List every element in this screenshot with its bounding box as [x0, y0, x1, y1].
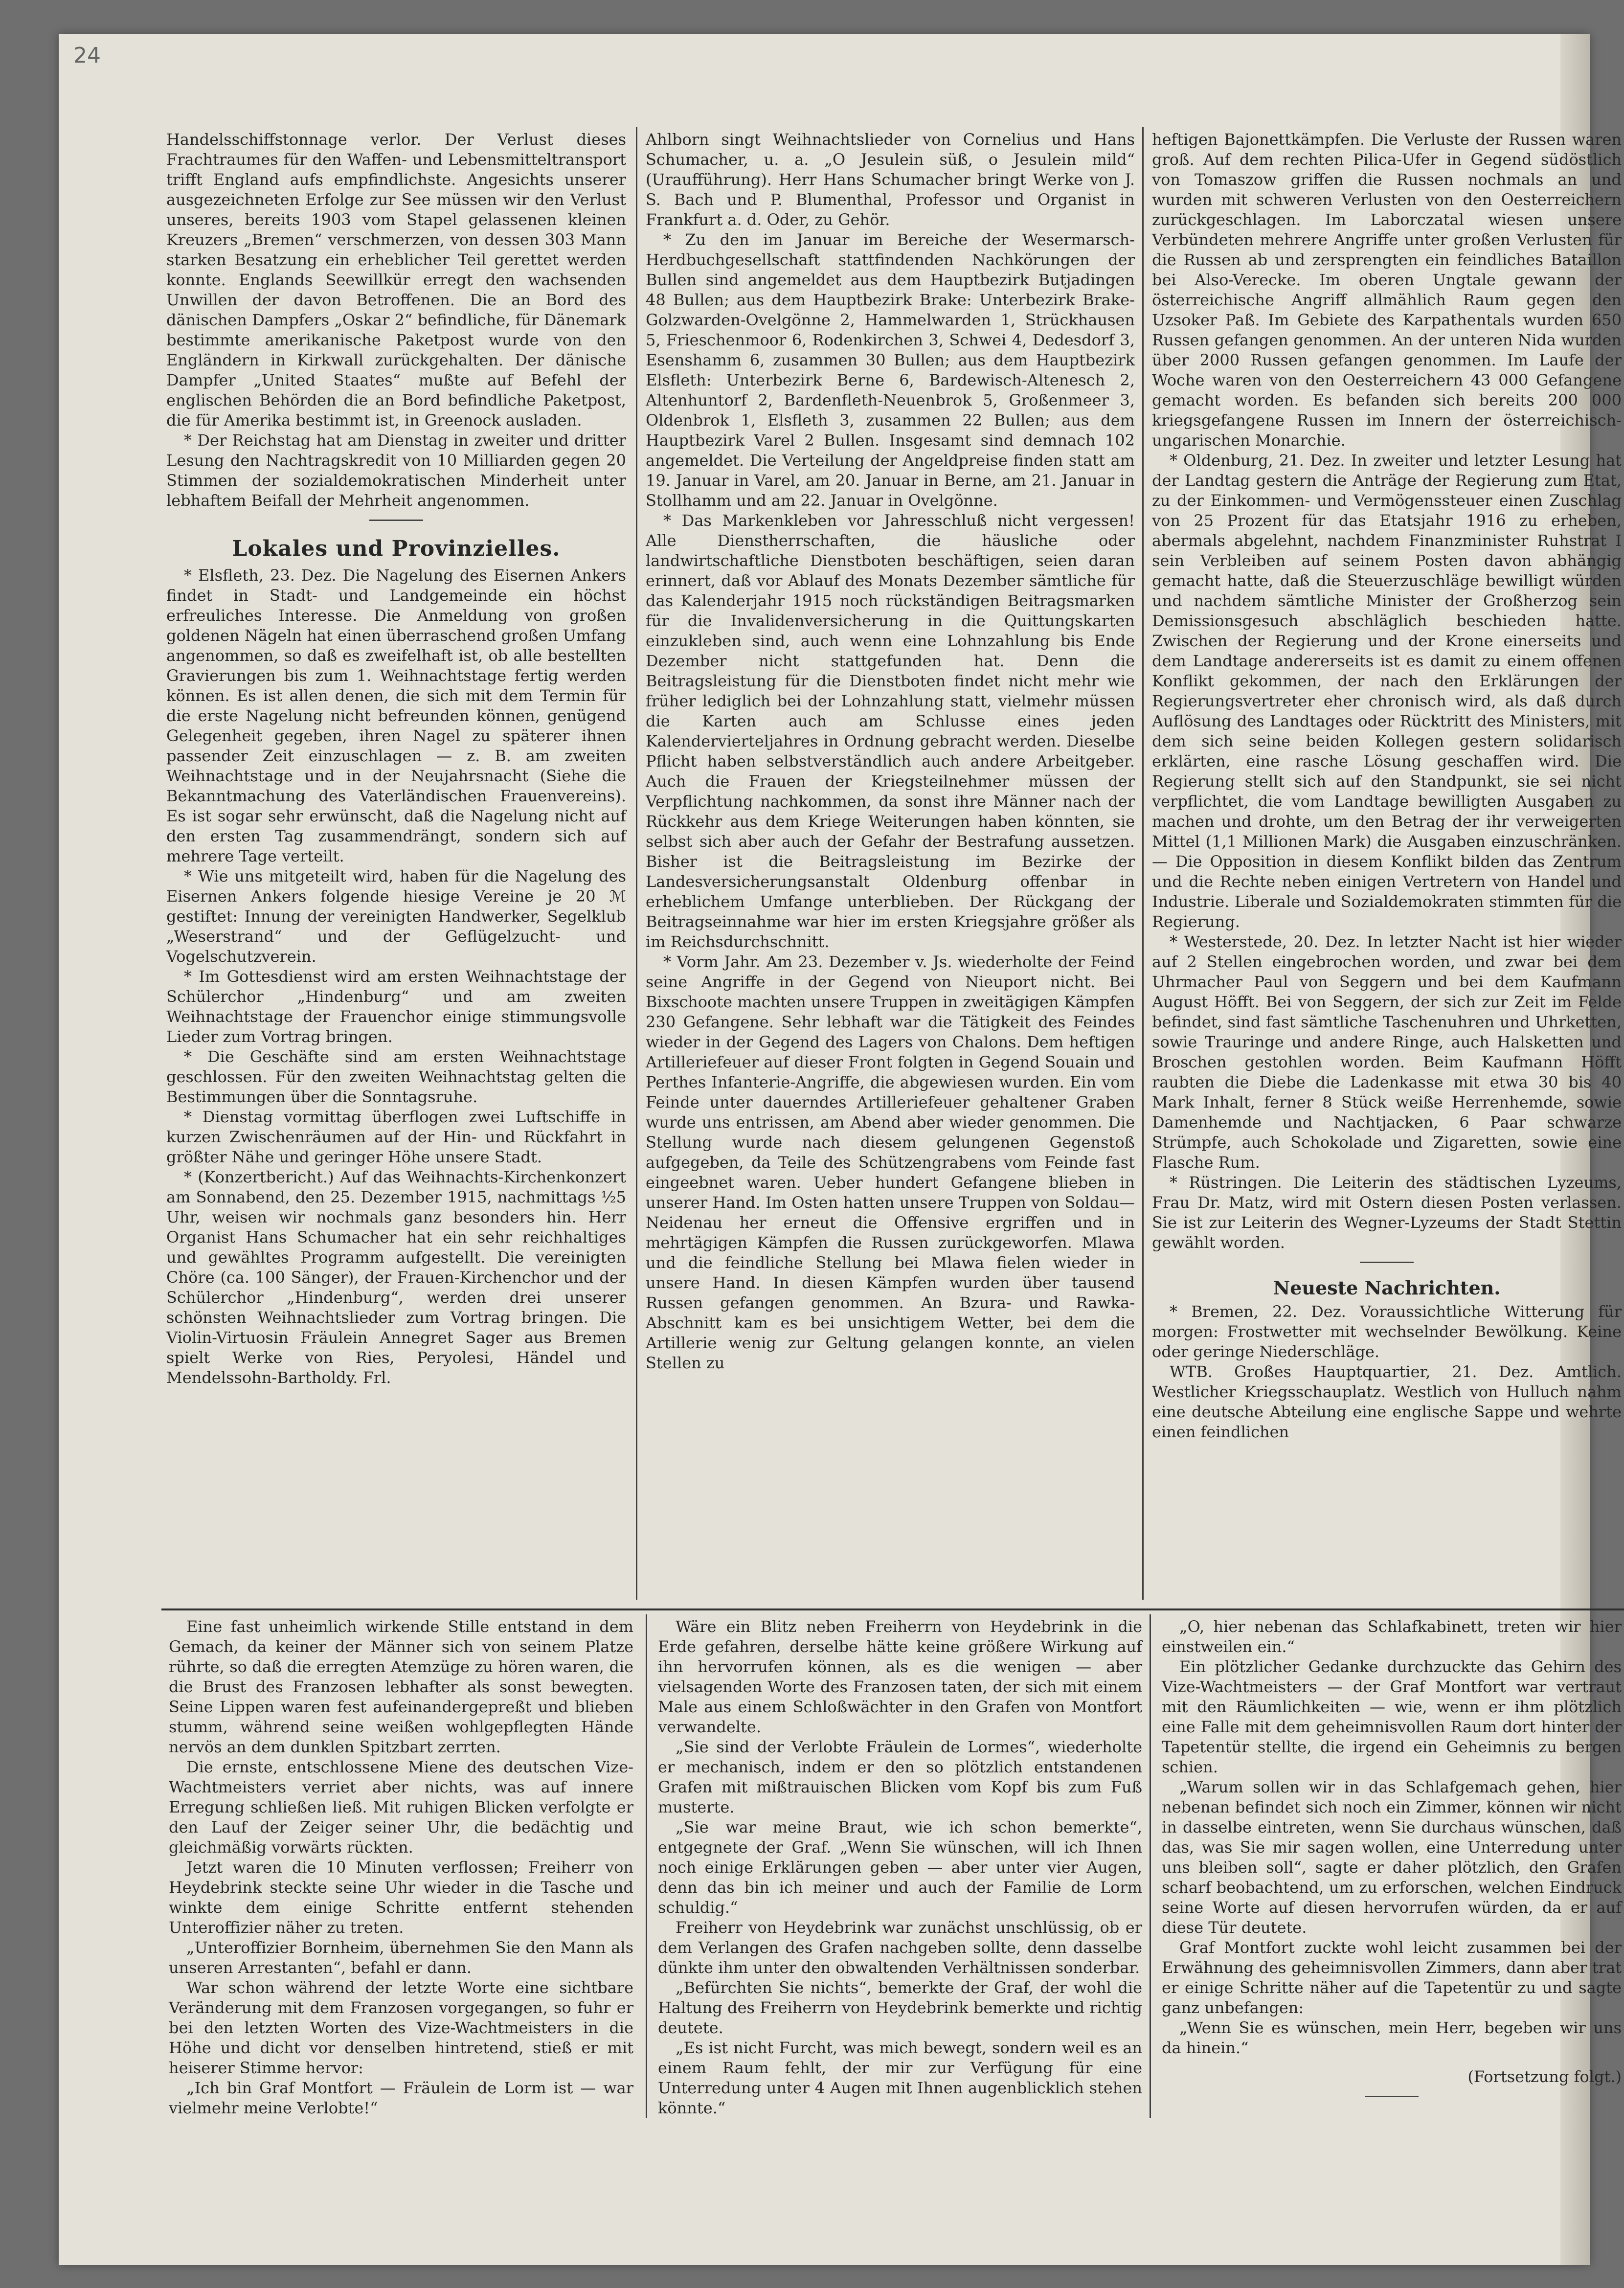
serial-paragraph: „Es ist nicht Furcht, was mich bewegt, sondern weil es an einem Raum fehlt, der mir zur Verfügung für eine Unterredung unter 4 Augen mit Ihnen augenblicklich stehen könnte.“	[658, 2039, 1142, 2117]
continuation-note: (Fortsetzung folgt.)	[1467, 2067, 1622, 2086]
separator	[1360, 1262, 1414, 1263]
serial-paragraph: „O, hier nebenan das Schlafkabinett, treten wir hier einstweilen ein.“	[1162, 1617, 1622, 1656]
serial-paragraph: Graf Montfort zuckte wohl leicht zusammen bei der Erwähnung des geheimnisvollen Zimmers, dann aber trat er einige Schritte näher auf die Tapetentür zu und sagte ganz unbefangen:	[1162, 1938, 1622, 2017]
news-paragraph: * Bremen, 22. Dez. Voraussichtliche Witterung für morgen: Frostwetter mit wechselnder Bewölkung. Keine oder geringe Niederschläge.	[1152, 1302, 1622, 1361]
serial-paragraph: Eine fast unheimlich wirkende Stille entstand in dem Gemach, da keiner der Männer sich von seinem Platze rührte, so daß die erregten Atemzüge zu hören waren, die die Brust des Franzosen lebhafter als sonst bewegten. Seine Lippen waren fest aufeinandergepreßt und blieben stumm, während seine weißen wohlgepflegten Hände nervös an dem dunklen Spitzbart zerrten.	[169, 1617, 633, 1756]
serial-paragraph: „Ich bin Graf Montfort — Fräulein de Lorm ist — war vielmehr meine Verlobte!“	[169, 2079, 633, 2117]
feuilleton-divider	[161, 1608, 1624, 1610]
news-column-1	[166, 130, 626, 1602]
separator	[1365, 2096, 1419, 2097]
serial-paragraph: „Warum sollen wir in das Schlafgemach gehen, hier nebenan befindet sich noch ein Zimmer, können wir nicht in dasselbe eintreten, wenn Sie durchaus wünschen, daß das, was Sie mir sagen wollen, eine Unterredung unter uns bleiben soll“, sagte er daher plötzlich, den Grafen scharf beobachtend, um zu erforschen, welchen Eindruck seine Worte auf diesen hervorrufen würden, da er auf diese Tür deutete.	[1162, 1778, 1622, 1937]
news-paragraph: * Dienstag vormittag überflogen zwei Luftschiffe in kurzen Zwischenräumen auf der Hin- und Rückfahrt in größter Nähe und geringer Höhe unsere Stadt.	[166, 1108, 626, 1166]
serial-paragraph: War schon während der letzte Worte eine sichtbare Veränderung mit dem Franzosen vorgegangen, so fuhr er bei den letzten Worten des Vize-Wachtmeisters in die Höhe und dicht vor denselben hintretend, stieß er mit heiserer Stimme hervor:	[169, 1978, 633, 2077]
news-paragraph: * Elsfleth, 23. Dez. Die Nagelung des Eisernen Ankers findet in Stadt- und Landgemeinde ein höchst erfreuliches Interesse. Die Anmeldung von großen goldenen Nägeln hat einen überraschend großen Umfang angenommen, so daß es zweifelhaft ist, ob alle bestellten Gravierungen bis zum 1. Weihnachtstage fertig werden können. Es ist allen denen, die sich mit dem Termin für die erste Nagelung nicht befreunden können, genügend Gelegenheit gegeben, ihren Nagel zu späterer ihnen passender Zeit einzuschlagen — z. B. am zweiten Weihnachtstage und in der Neujahrsnacht (Siehe die Bekanntmachung des Vaterländischen Frauenvereins). Es ist sogar sehr erwünscht, daß die Nagelung nicht auf den ersten Tag zusammendrängt, sondern sich auf mehrere Tage verteilt.	[166, 566, 626, 865]
column-rule	[1142, 127, 1144, 1600]
news-paragraph: heftigen Bajonettkämpfen. Die Verluste der Russen waren groß. Auf dem rechten Pilica-Ufer in Gegend südöstlich von Tomaszow griffen die Russen nochmals an und wurden mit schweren Verlusten von den Oesterreichern zurückgeschlagen. Im Laborczatal wiesen unsere Verbündeten mehrere Angriffe unter großen Verlusten für die Russen ab und zersprengten ein feindliches Bataillon bei Also-Verecke. Im oberen Ungtale gewann der österreichische Angriff allmählich Raum gegen den Uzsoker Paß. Im Gebiete des Karpathentals wurden 650 Russen gefangen genommen. An der unteren Nida wurden über 2000 Russen gefangen genommen. Im Laufe der Woche waren von den Oesterreichern 43 000 Gefangene gemacht worden. Es befanden sich bereits 200 000 kriegsgefangene Russen im Innern der österreichisch-ungarischen Monarchie.	[1152, 130, 1622, 450]
news-paragraph: * (Konzertbericht.) Auf das Weihnachts-Kirchenkonzert am Sonnabend, den 25. Dezember 1915, nachmittags ½5 Uhr, weisen wir nochmals ganz besonders hin. Herr Organist Hans Schumacher hat ein sehr reichhaltiges und gewähltes Programm aufgestellt. Die vereinigten Chöre (ca. 100 Sänger), der Frauen-Kirchenchor und der Schülerchor „Hindenburg“, werden drei unserer schönsten Weihnachtslieder zum Vortrag bringen. Die Violin-Virtuosin Fräulein Annegret Sager aus Bremen spielt Werke von Ries, Peryolesi, Händel und Mendelssohn-Bartholdy. Frl.	[166, 1168, 626, 1387]
news-paragraph: * Rüstringen. Die Leiterin des städtischen Lyzeums, Frau Dr. Matz, wird mit Ostern diesen Posten verlassen. Sie ist zur Leiterin des Wegner-Lyzeums der Stadt Stettin gewählt worden.	[1152, 1173, 1622, 1252]
serial-paragraph: „Unteroffizier Bornheim, übernehmen Sie den Mann als unseren Arrestanten“, befahl er dann.	[169, 1938, 633, 1977]
serial-paragraph: Die ernste, entschlossene Miene des deutschen Vize-Wachtmeisters verriet aber nichts, was auf innere Erregung schließen ließ. Mit ruhigen Blicken verfolgte er den Lauf der Zeiger seiner Uhr, die bedächtig und gleichmäßig vorwärts rückten.	[169, 1758, 633, 1857]
serial-paragraph: „Sie war meine Braut, wie ich schon bemerkte“, entgegnete der Graf. „Wenn Sie wünschen, will ich Ihnen noch einige Erklärungen geben — aber unter vier Augen, denn das bin ich meiner und auch der Familie de Lorm schuldig.“	[658, 1818, 1142, 1917]
serial-paragraph: „Befürchten Sie nichts“, bemerkte der Graf, der wohl die Haltung des Freiherrn von Heydebrink bemerkte und richtig deutete.	[658, 1978, 1142, 2037]
column-rule	[636, 127, 637, 1600]
serial-paragraph: „Sie sind der Verlobte Fräulein de Lormes“, wiederholte er mechanisch, indem er den so plötzlich entstandenen Grafen mit mißtrauischen Blicken vom Kopf bis zum Fuß musterte.	[658, 1738, 1142, 1816]
section-heading-neueste: Neueste Nachrichten.	[1273, 1277, 1501, 1299]
separator	[369, 520, 423, 521]
news-paragraph: * Westerstede, 20. Dez. In letzter Nacht ist hier wieder auf 2 Stellen eingebrochen worden, und zwar bei dem Uhrmacher Paul von Seggern und bei dem Kaufmann August Höfft. Bei von Seggern, der sich zur Zeit im Felde befindet, sind fast sämtliche Taschenuhren und Uhrketten, sowie Trauringe und andere Ringe, auch Halsketten und Broschen gestohlen worden. Beim Kaufmann Höfft raubten die Diebe die Ladenkasse mit etwa 30 bis 40 Mark Inhalt, ferner 8 Stück weiße Herrenhemde, sowie Damenhemde und Nachtjacken, 6 Paar schwarze Strümpfe, auch Schokolade und Zigaretten, sowie eine Flasche Rum.	[1152, 932, 1622, 1172]
serial-paragraph: „Wenn Sie es wünschen, mein Herr, begeben wir uns da hinein.“	[1162, 2018, 1622, 2057]
news-column-2	[646, 130, 1135, 1602]
page-number: 24	[73, 43, 101, 68]
serial-column-3	[1162, 1617, 1622, 2121]
news-paragraph: Handelsschiffstonnage verlor. Der Verlust dieses Frachtraumes für den Waffen- und Lebensmitteltransport trifft England aufs empfindlichste. Angesichts unserer ausgezeichneten Erfolge zur See müssen wir den Verlust unseres, bereits 1903 vom Stapel gelassenen kleinen Kreuzers „Bremen“ verschmerzen, von dessen 303 Mann starken Besatzung ein erheblicher Teil gerettet werden konnte. Englands Seewillkür erregt den wachsenden Unwillen der davon Betroffenen. Die an Bord des dänischen Dampfers „Oskar 2“ befindliche, für Dänemark bestimmte amerikanische Paketpost wurde von den Engländern in Kirkwall zurückgehalten. Der dänische Dampfer „United Staates“ mußte auf Befehl der englischen Behörden die an Bord befindliche Paketpost, die für Amerika bestimmt ist, in Greenock ausladen.	[166, 130, 626, 430]
serial-paragraph: Freiherr von Heydebrink war zunächst unschlüssig, ob er dem Verlangen des Grafen nachgeben sollte, denn dasselbe dünkte ihm unter den obwaltenden Verhältnissen sonderbar.	[658, 1918, 1142, 1977]
news-paragraph: * Oldenburg, 21. Dez. In zweiter und letzter Lesung hat der Landtag gestern die Anträge der Regierung zum Etat, zu der Einkommen- und Vermögenssteuer einen Zuschlag von 25 Prozent für das Etatsjahr 1916 zu erheben, abermals abgelehnt, nachdem Finanzminister Ruhstrat I sein Verbleiben auf seinem Posten davon abhängig gemacht hatte, daß die Steuerzuschläge bewilligt würden und nachdem sämtliche Minister der Großherzog sein Demissionsgesuch abschläglich beschieden hatte. Zwischen der Regierung und der Krone einerseits und dem Landtage andererseits ist es damit zu einem offenen Konflikt gekommen, der nach den Erklärungen der Regierungsvertreter eher chronisch wird, als daß durch Auflösung des Landtages oder Rücktritt des Ministers, mit dem sich seine beiden Kollegen gestern solidarisch erklärten, eine rasche Lösung geschaffen wird. Die Regierung stellt sich auf den Standpunkt, sie sei nicht verpflichtet, die vom Landtage bewilligten Ausgaben zu machen und drohte, um den Betrag der ihr verweigerten Mittel (1,1 Millionen Mark) die Ausgaben einzuschränken. — Die Opposition in diesem Konflikt bilden das Zentrum und die Rechte neben einigen Vertretern von Handel und Industrie. Liberale und Sozialdemokraten stimmten für die Regierung.	[1152, 451, 1622, 931]
newspaper-page	[59, 34, 1622, 2265]
column-rule	[646, 1614, 647, 2118]
news-paragraph: Ahlborn singt Weihnachtslieder von Cornelius und Hans Schumacher, u. a. „O Jesulein süß, o Jesulein mild“ (Uraufführung). Herr Hans Schumacher bringt Werke von J. S. Bach und P. Blumenthal, Professor und Organist in Frankfurt a. d. Oder, zu Gehör.	[646, 130, 1135, 229]
news-paragraph: * Wie uns mitgeteilt wird, haben für die Nagelung des Eisernen Ankers folgende hiesige Vereine je 20 ℳ gestiftet: Innung der vereinigten Handwerker, Segelklub „Weserstrand“ und der Geflügelzucht- und Vogelschutzverein.	[166, 867, 626, 966]
news-paragraph: * Das Markenkleben vor Jahresschluß nicht vergessen! Alle Dienstherrschaften, die häusliche oder landwirtschaftliche Dienstboten beschäftigen, seien daran erinnert, daß vor Ablauf des Monats Dezember sämtliche für das Kalenderjahr 1915 noch rückständigen Beitragsmarken für die Invalidenversicherung in die Quittungskarten einzukleben sind, auch wenn eine Lohnzahlung bis Ende Dezember nicht stattgefunden hat. Denn die Beitragsleistung für die Dienstboten findet nicht mehr wie früher lediglich bei der Lohnzahlung statt, vielmehr müssen die Karten auch am Schlusse eines jeden Kalendervierteljahres in Ordnung gebracht werden. Dieselbe Pflicht haben selbstverständlich auch andere Arbeitgeber. Auch die Frauen der Kriegsteilnehmer müssen der Verpflichtung nachkommen, da sonst ihre Männer nach der Rückkehr aus dem Kriege Weiterungen haben könnten, sie selbst sich aber auch der Gefahr der Bestrafung aussetzen. Bisher ist die Beitragsleistung im Bezirke der Landesversicherungsanstalt Oldenburg offenbar in erheblichem Umfange unterblieben. Der Rückgang der Beitragseinnahme war hier im ersten Kriegsjahre größer als im Reichsdurchschnitt.	[646, 511, 1135, 951]
serial-column-1	[169, 1617, 633, 2121]
serial-paragraph: Wäre ein Blitz neben Freiherrn von Heydebrink in die Erde gefahren, derselbe hätte keine größere Wirkung auf ihn hervorrufen können, als es die wenigen — aber vielsagenden Worte des Franzosen taten, der sich mit einem Male aus einem Schloßwächter in den Grafen von Montfort verwandelte.	[658, 1617, 1142, 1736]
news-paragraph: * Die Geschäfte sind am ersten Weihnachtstage geschlossen. Für den zweiten Weihnachtstag gelten die Bestimmungen über die Sonntagsruhe.	[166, 1047, 626, 1106]
news-paragraph: * Im Gottesdienst wird am ersten Weihnachtstage der Schülerchor „Hindenburg“ und am zweiten Weihnachtstage der Frauenchor einige stimmungsvolle Lieder zum Vortrag bringen.	[166, 967, 626, 1046]
news-column-3	[1152, 130, 1622, 1602]
serial-column-2	[658, 1617, 1142, 2121]
news-paragraph: WTB. Großes Hauptquartier, 21. Dez. Amtlich. Westlicher Kriegsschauplatz. Westlich von Hulluch nahm eine deutsche Abteilung eine englische Sappe und wehrte einen feindlichen	[1152, 1362, 1622, 1441]
news-paragraph: * Der Reichstag hat am Dienstag in zweiter und dritter Lesung den Nachtragskredit von 10 Milliarden gegen 20 Stimmen der sozialdemokratischen Minderheit unter lebhaftem Beifall der Mehrheit angenommen.	[166, 431, 626, 510]
column-rule	[1150, 1614, 1151, 2118]
serial-paragraph: Ein plötzlicher Gedanke durchzuckte das Gehirn des Vize-Wachtmeisters — der Graf Montfort war vertraut mit den Räumlichkeiten — wie, wenn er ihm plötzlich eine Falle mit dem geheimnisvollen Raum dort hinter der Tapetentür stellte, die irgend ein Geheimnis zu bergen schien.	[1162, 1657, 1622, 1776]
section-heading-lokales: Lokales und Provinzielles.	[232, 536, 561, 561]
news-paragraph: * Vorm Jahr. Am 23. Dezember v. Js. wiederholte der Feind seine Angriffe in der Gegend von Nieuport nicht. Bei Bixschoote machten unsere Truppen in zweitägigen Kämpfen 230 Gefangene. Sehr lebhaft war die Tätigkeit des Feindes wieder in der Gegend des Lagers von Chalons. Dem heftigen Artilleriefeuer auf dieser Front folgten in Gegend Souain und Perthes Infanterie-Angriffe, die abgewiesen wurden. Ein vom Feinde unter dauerndes Artilleriefeuer gehaltener Graben wurde uns entrissen, am Abend aber wieder genommen. Die Stellung wurde nach diesem gelungenen Gegenstoß aufgegeben, da Teile des Schützengrabens vom Feinde fast eingeebnet waren. Ueber hundert Gefangene blieben in unserer Hand. Im Osten hatten unsere Truppen von Soldau—Neidenau her erneut die Offensive ergriffen und in mehrtägigen Kämpfen die Russen zurückgeworfen. Mlawa und die feindliche Stellung bei Mlawa fielen wieder in unsere Hand. In diesen Kämpfen wurden über tausend Russen gefangen genommen. An Bzura- und Rawka-Abschnitt kam es bei unsichtigem Wetter, bei dem die Artillerie wenig zur Geltung gelangen konnte, an vielen Stellen zu	[646, 952, 1135, 1372]
serial-paragraph: Jetzt waren die 10 Minuten verflossen; Freiherr von Heydebrink steckte seine Uhr wieder in die Tasche und winkte dem einige Schritte entfernt stehenden Unteroffizier näher zu treten.	[169, 1858, 633, 1937]
news-paragraph: * Zu den im Januar im Bereiche der Wesermarsch-Herdbuchgesellschaft stattfindenden Nachkörungen der Bullen sind angemeldet aus dem Hauptbezirk Butjadingen 48 Bullen; aus dem Hauptbezirk Brake: Unterbezirk Brake-Golzwarden-Ovelgönne 2, Hammelwarden 1, Strückhausen 5, Frieschenmoor 6, Rodenkirchen 3, Schwei 4, Dedesdorf 3, Esenshamm 6, zusammen 30 Bullen; aus dem Hauptbezirk Elsfleth: Unterbezirk Berne 6, Bardewisch-Altenesch 2, Altenhuntorf 2, Bardenfleth-Neuenbrok 5, Großenmeer 3, Oldenbrok 1, Elsfleth 3, zusammen 22 Bullen; aus dem Hauptbezirk Varel 2 Bullen. Insgesamt sind demnach 102 angemeldet. Die Verteilung der Angeldpreise finden statt am 19. Januar in Varel, am 20. Januar in Berne, am 21. Januar in Stollhamm und am 22. Januar in Ovelgönne.	[646, 230, 1135, 510]
